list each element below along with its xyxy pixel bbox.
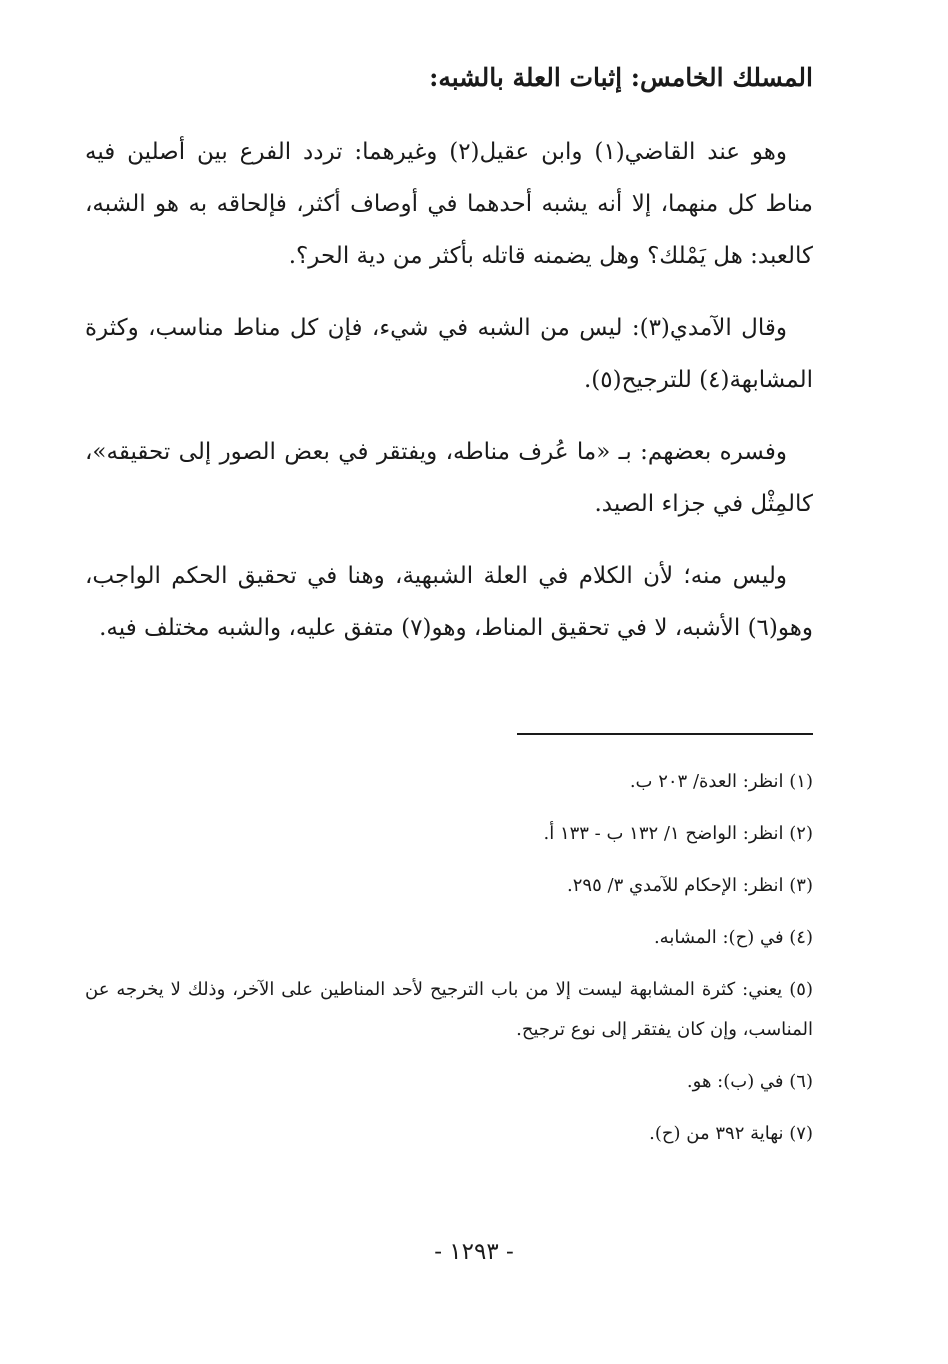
footnote-4: (٤) في (ح): المشابه. [653, 927, 813, 948]
page-number: - ١٢٩٣ - [434, 1239, 514, 1265]
footnote-1: (١) انظر: العدة/ ٢٠٣ ب. [629, 771, 813, 792]
paragraph-definition: وهو عند القاضي(١) وابن عقيل(٢) وغيرهما: تردد الفرع بين أصلين فيه مناط كل منهما، إلا أنه يشبه أحدهما في أوصاف أكثر، فإلحاقه به هو الشبه، كالعبد: هل يَمْلك؟ وهل يضمنه قاتله بأكثر من دية الحر؟. [85, 139, 813, 269]
footnote-7: (٧) نهاية ٣٩٢ من (ح). [649, 1123, 813, 1144]
main-text [85, 126, 813, 674]
paragraph-amidi: وقال الآمدي(٣): ليس من الشبه في شيء، فإن كل مناط مناسب، وكثرة المشابهة(٤) للترجيح(٥). [85, 315, 813, 393]
footnotes [85, 762, 813, 1166]
footnote-divider [517, 733, 813, 735]
paragraph-interpretation: وفسره بعضهم: بـ «ما عُرف مناطه، ويفتقر في بعض الصور إلى تحقيقه»، كالمِثْل في جزاء الصيد. [85, 439, 813, 517]
footnote-2: (٢) انظر: الواضح ١/ ١٣٢ ب - ١٣٣ أ. [543, 823, 813, 844]
paragraph-objection: وليس منه؛ لأن الكلام في العلة الشبهية، وهنا في تحقيق الحكم الواجب، وهو(٦) الأشبه، لا في تحقيق المناط، وهو(٧) متفق عليه، والشبه مختلف فيه. [85, 563, 813, 641]
footnote-6: (٦) في (ب): هو. [686, 1071, 813, 1092]
footnote-3: (٣) انظر: الإحكام للآمدي ٣/ ٢٩٥. [567, 875, 813, 896]
footnote-5: (٥) يعني: كثرة المشابهة ليست إلا من باب الترجيح لأحد المناطين على الآخر، وذلك لا يخرجه عن المناسب، وإن كان يفتقر إلى نوع ترجيح. [85, 979, 813, 1040]
section-heading: المسلك الخامس: إثبات العلة بالشبه: [429, 63, 813, 92]
